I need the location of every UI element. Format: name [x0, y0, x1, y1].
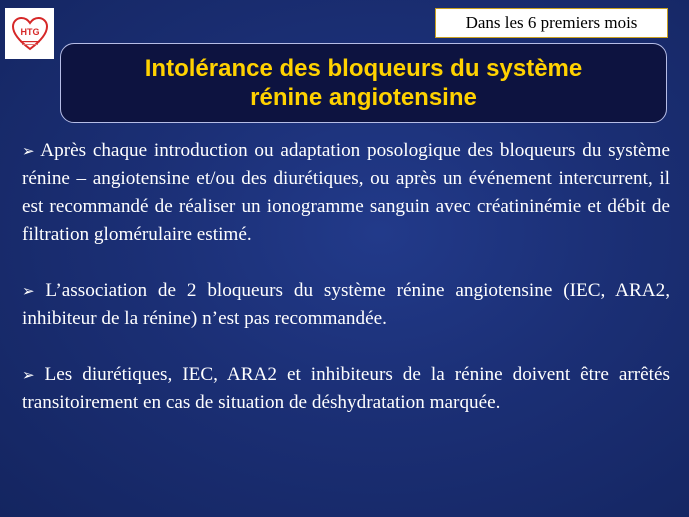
- arrow-bullet-icon: ➢: [22, 366, 35, 384]
- bullet-paragraph-1: [22, 137, 670, 249]
- bullet-text: Après chaque introduction ou adaptation posologique des bloqueurs du système rénine – angiotensine et/ou des diurétiques, ou après un événement intercurrent, il est recommandé de réaliser un ionogramme sanguin avec créatininémie et débit de filtration glomérulaire estimé.: [22, 140, 670, 245]
- bullet-paragraph-2: [22, 277, 670, 333]
- heart-logo-icon: [10, 14, 50, 54]
- title-line-1: Intolérance des bloqueurs du système: [144, 55, 583, 82]
- bullet-text: L’association de 2 bloqueurs du système rénine angiotensine (IEC, ARA2, inhibiteur de la rénine) n’est pas recommandée.: [22, 280, 670, 329]
- arrow-bullet-icon: ➢: [22, 282, 35, 300]
- logo: [5, 8, 54, 59]
- bullet-paragraph-3: [22, 361, 670, 417]
- title-box: [60, 43, 667, 123]
- period-badge: Dans les 6 premiers mois: [435, 8, 668, 38]
- title-line-2: rénine angiotensine: [250, 84, 477, 111]
- logo-text: HTG: [20, 26, 39, 37]
- bullet-text: Les diurétiques, IEC, ARA2 et inhibiteurs de la rénine doivent être arrêtés transitoirement en cas de situation de déshydratation marquée.: [22, 364, 670, 413]
- content-area: [22, 137, 670, 417]
- arrow-bullet-icon: ➢: [22, 142, 35, 160]
